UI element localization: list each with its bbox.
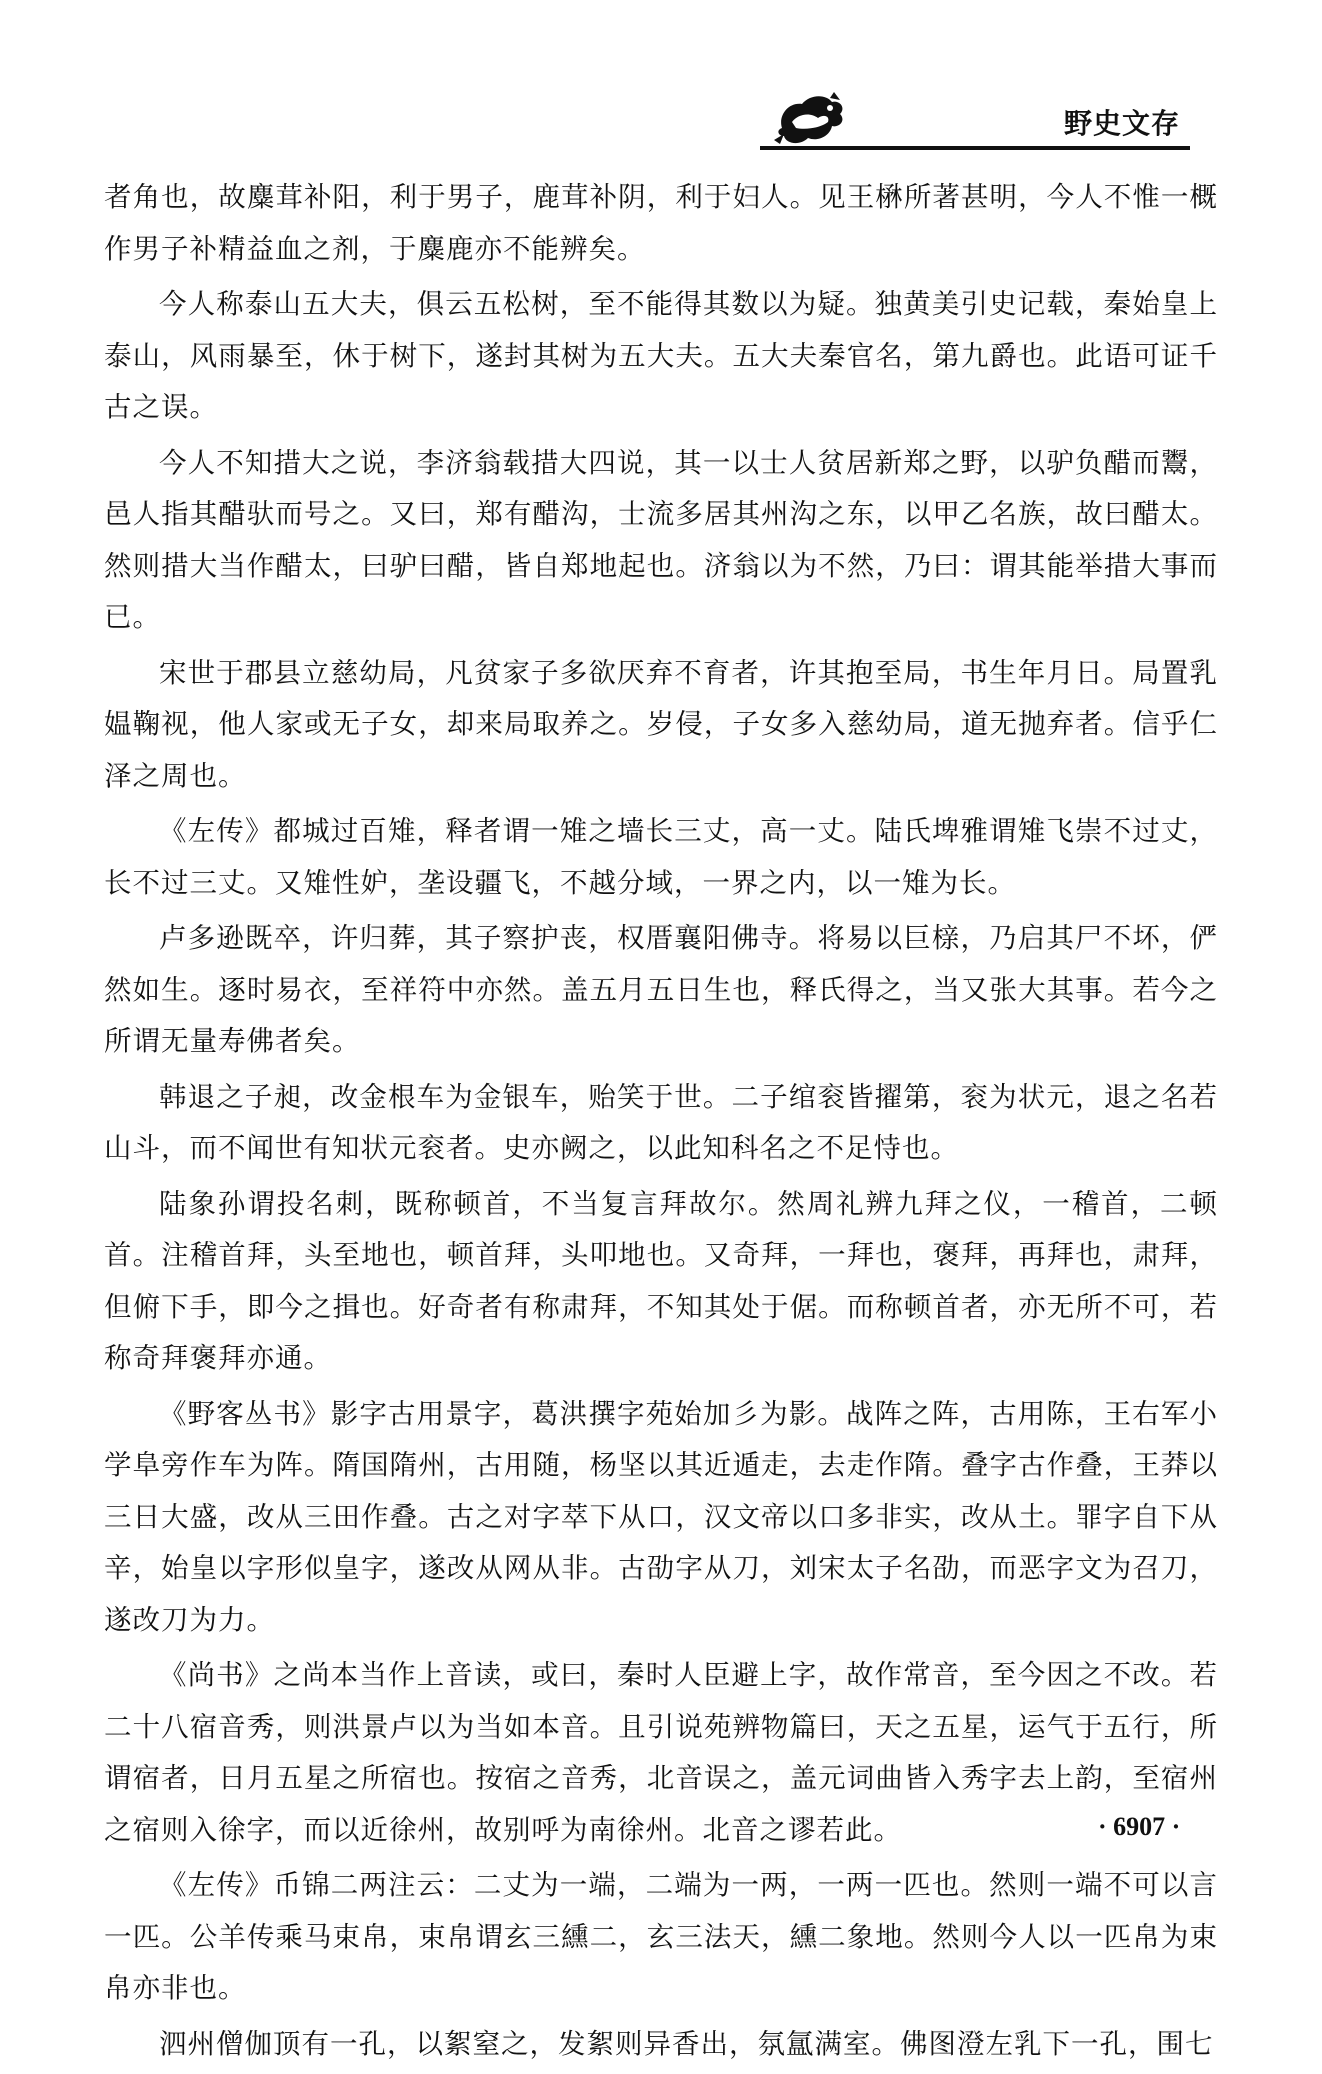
paragraph: 韩退之子昶，改金根车为金银车，贻笑于世。二子绾衮皆擢第，衮为状元，退之名若山斗，而不闻世有知状元衮者。史亦阙之，以此知科名之不足恃也。 [104,1080,1218,1164]
paragraph: 宋世于郡县立慈幼局，凡贫家子多欲厌弃不育者，许其抱至局，书生年月日。局置乳媪鞠视，他人家或无子女，却来局取养之。岁侵，子女多入慈幼局，道无抛弃者。信乎仁泽之周也。 [104,656,1218,792]
paragraph: 《左传》都城过百雉，释者谓一雉之墙长三丈，高一丈。陆氏埤雅谓雉飞崇不过丈，长不过三丈。又雉性妒，垄设疆飞，不越分域，一界之内，以一雉为长。 [104,815,1218,899]
body-text [104,172,1218,2074]
paragraph: 陆象孙谓投名刺，既称顿首，不当复言拜故尔。然周礼辨九拜之仪，一稽首，二顿首。注稽首拜，头至地也，顿首拜，头叩地也。又奇拜，一拜也，褒拜，再拜也，肃拜，但俯下手，即今之揖也。好奇者有称肃拜，不知其处于倨。而称顿首者，亦无所不可，若称奇拜褒拜亦通。 [104,1187,1218,1374]
paragraph: 今人称泰山五大夫，俱云五松树，至不能得其数以为疑。独黄美引史记载，秦始皇上泰山，风雨暴至，休于树下，遂封其树为五大夫。五大夫秦官名，第九爵也。此语可证千古之误。 [104,288,1218,423]
running-header [760,88,1190,150]
paragraph: 《野客丛书》影字古用景字，葛洪撰字苑始加彡为影。战阵之阵，古用陈，王右军小学阜旁作车为阵。隋国隋州，古用随，杨坚以其近遁走，去走作隋。叠字古作叠，王莽以三日大盛，改从三田作叠。古之对字萃下从口，汉文帝以口多非实，改从土。罪字自下从辛，始皇以字形似皇字，遂改从网从非。古劭字从刀，刘宋太子名劭，而恶字文为召刀，遂改刀为力。 [104,1397,1218,1636]
paragraph: 者角也，故麋茸补阳，利于男子，鹿茸补阴，利于妇人。见王楙所著甚明，今人不惟一概作男子补精益血之剂，于麋鹿亦不能辨矣。 [104,181,1218,265]
paragraph: 卢多逊既卒，许归葬，其子察护丧，权厝襄阳佛寺。将易以巨榇，乃启其尸不坏，俨然如生。逐时易衣，至祥符中亦然。盖五月五日生也，释氏得之，当又张大其事。若今之所谓无量寿佛者矣。 [104,922,1218,1057]
page-number: · 6907 · [1098,1812,1181,1841]
dragon-emblem-icon [770,88,850,150]
paragraph: 《左传》币锦二两注云：二丈为一端，二端为一两，一两一匹也。然则一端不可以言一匹。公羊传乘马束帛，束帛谓玄三纁二，玄三法天，纁二象地。然则今人以一匹帛为束帛亦非也。 [104,1869,1218,2004]
paragraph: 今人不知措大之说，李济翁载措大四说，其一以士人贫居新郑之野，以驴负醋而鬻，邑人指其醋驮而号之。又曰，郑有醋沟，士流多居其州沟之东，以甲乙名族，故曰醋太。然则措大当作醋太，曰驴曰醋，皆自郑地起也。济翁以为不然，乃曰：谓其能举措大事而已。 [104,446,1218,633]
header-rule [760,146,1190,150]
series-title: 野史文存 [1063,107,1180,140]
paragraph: 泗州僧伽顶有一孔，以絮窒之，发絮则异香出，氛氲满室。佛图澄左乳下一孔，围七 [159,2027,1214,2060]
paragraph: 《尚书》之尚本当作上音读，或曰，秦时人臣避上字，故作常音，至今因之不改。若二十八宿音秀，则洪景卢以为当如本音。且引说苑辨物篇曰，天之五星，运气于五行，所谓宿者，日月五星之所宿也。按宿之音秀，北音误之，盖元词曲皆入秀字去上韵，至宿州之宿则入徐字，而以近徐州，故别呼为南徐州。北音之谬若此。 [104,1659,1218,1846]
